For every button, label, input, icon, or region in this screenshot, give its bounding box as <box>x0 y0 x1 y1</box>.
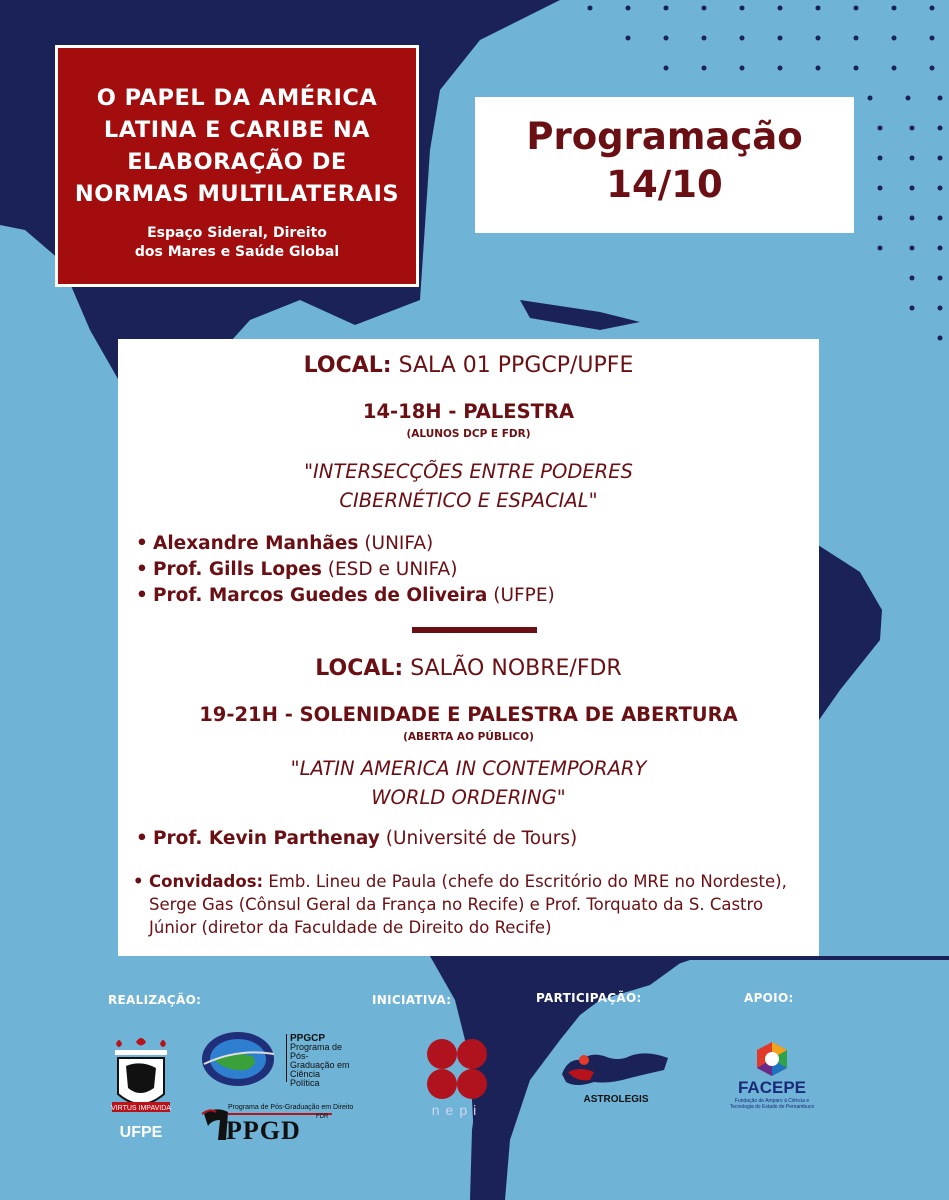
astrolegis-logo <box>560 1048 672 1108</box>
session1-local: LOCAL: SALA 01 PPGCP/UPFE <box>303 353 634 378</box>
session1-time: 14-18H - PALESTRA <box>362 400 575 423</box>
session1-audience: (ALUNOS DCP E FDR) <box>406 428 531 440</box>
apoio-label: APOIO: <box>744 991 794 1005</box>
svg-text:VIRTUS IMPAVIDA: VIRTUS IMPAVIDA <box>111 1105 171 1112</box>
event-subtitle: Espaço Sideral, Direito dos Mares e Saúde Global <box>134 225 340 260</box>
event-title: O PAPEL DA AMÉRICA LATINA E CARIBE NA ELABORAÇÃO DE NORMAS MULTILATERAIS <box>74 85 400 207</box>
ppgcp-name: PPGCP <box>290 1033 326 1044</box>
session2-audience: (ABERTA AO PÚBLICO) <box>403 731 534 743</box>
participacao-label: PARTICIPAÇÃO: <box>536 991 642 1005</box>
speaker-item: • Prof. Kevin Parthenay (Université de Tours) <box>136 826 577 852</box>
ppgcp-logo: PPGCP Programa de Pós-Graduação em Ciência Política <box>200 1030 350 1090</box>
session1-speakers <box>136 531 555 609</box>
speaker-item: • Alexandre Manhães (UNIFA) <box>136 531 555 557</box>
realizacao-label: REALIZAÇÃO: <box>108 993 202 1007</box>
programacao-label: Programação <box>526 115 803 158</box>
session2-time: 19-21H - SOLENIDADE E PALESTRA DE ABERTURA <box>199 703 738 726</box>
astrolegis-name: ASTROLEGIS <box>583 1094 649 1105</box>
facepe-hexagon-icon <box>753 1040 791 1078</box>
session1-talk-title: "INTERSECÇÕES ENTRE PODERES CIBERNÉTICO E ESPACIAL" <box>304 460 633 512</box>
facepe-name: FACEPE <box>737 1078 807 1097</box>
nepi-circles-icon <box>426 1038 488 1100</box>
iniciativa-label: INICIATIVA: <box>372 993 452 1007</box>
event-title-box <box>55 45 419 287</box>
program-card <box>118 339 819 956</box>
session2-talk-title: "LATIN AMERICA IN CONTEMPORARY WORLD ORDERING" <box>290 757 647 809</box>
ppgd-logo: Programa de Pós-Graduação em Direito FDR PPGD <box>198 1102 338 1148</box>
session2-speakers <box>136 826 577 852</box>
speaker-item: • Prof. Gills Lopes (ESD e UNIFA) <box>136 557 555 583</box>
globe-icon <box>200 1030 278 1088</box>
programacao-date: 14/10 <box>606 163 723 206</box>
pernambuco-map-icon <box>560 1048 672 1090</box>
ppgd-name: PPGD <box>226 1116 301 1145</box>
ufpe-name: UFPE <box>119 1124 163 1141</box>
programacao-box <box>475 97 854 233</box>
ufpe-logo <box>110 1036 172 1148</box>
session2-guests: • Convidados: Emb. Lineu de Paula (chefe do Escritório do MRE no Nordeste), Serge Gas (Cônsul Geral da França no Recife) e Prof. Torquato da S. Castro Júnior (diretor da Faculdade de Direito do Recife) <box>133 870 813 939</box>
nepi-name: nepi <box>431 1102 483 1118</box>
ufpe-crest-icon <box>110 1036 172 1122</box>
speaker-item: • Prof. Marcos Guedes de Oliveira (UFPE) <box>136 583 555 609</box>
session2-local: LOCAL: SALÃO NOBRE/FDR <box>315 656 622 681</box>
section-divider <box>412 627 537 633</box>
facepe-logo: FACEPE Fundação de Amparo à Ciência e Tecnologia do Estado de Pernambuco <box>726 1040 818 1124</box>
nepi-logo <box>426 1038 488 1122</box>
